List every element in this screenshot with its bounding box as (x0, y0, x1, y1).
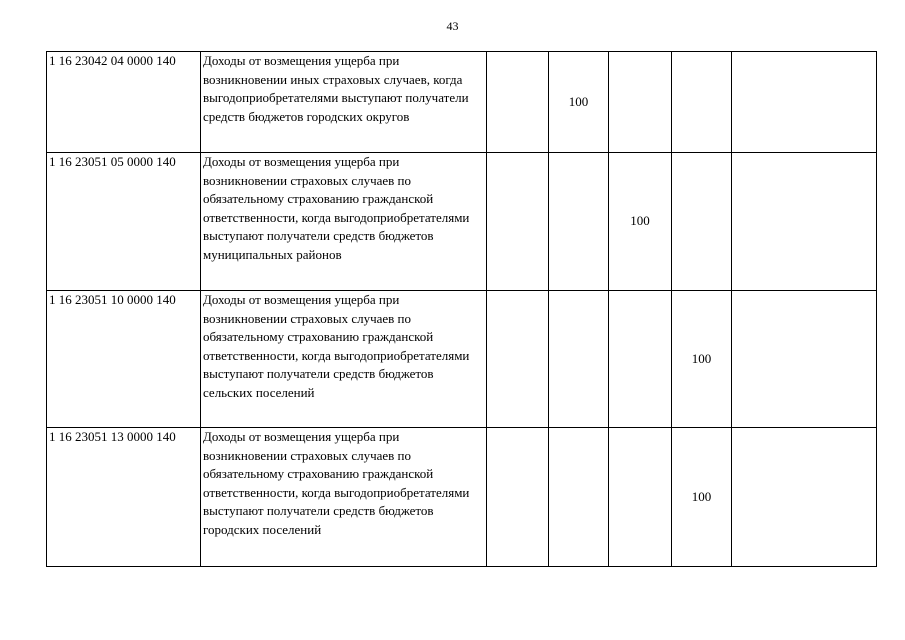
value-cell: 100 (549, 52, 609, 153)
value-cell (672, 52, 732, 153)
classification-code: 1 16 23051 05 0000 140 (47, 153, 201, 291)
value-cell (487, 291, 549, 428)
value-cell (732, 291, 877, 428)
revenue-description: Доходы от возмещения ущерба при возникновении страховых случаев по обязательному страхованию гражданской ответственности, когда выгодоприобретателями выступают получатели средств бюджетов сельских поселений (201, 291, 487, 428)
revenue-description: Доходы от возмещения ущерба при возникновении иных страховых случаев, когда выгодоприобретателями выступают получатели средств бюджетов городских округов (201, 52, 487, 153)
value-cell: 100 (672, 428, 732, 567)
value-cell (609, 428, 672, 567)
value-cell (732, 153, 877, 291)
value-cell (487, 428, 549, 567)
classification-code: 1 16 23051 13 0000 140 (47, 428, 201, 567)
classification-code: 1 16 23051 10 0000 140 (47, 291, 201, 428)
value-cell (609, 291, 672, 428)
page-number: 43 (446, 19, 459, 33)
value-cell (609, 52, 672, 153)
value-cell (672, 153, 732, 291)
revenue-description: Доходы от возмещения ущерба при возникновении страховых случаев по обязательному страхованию гражданской ответственности, когда выгодоприобретателями выступают получатели средств бюджетов муниципальных районов (201, 153, 487, 291)
revenue-description: Доходы от возмещения ущерба при возникновении страховых случаев по обязательному страхованию гражданской ответственности, когда выгодоприобретателями выступают получатели средств бюджетов городских поселений (201, 428, 487, 567)
value-cell (549, 291, 609, 428)
classification-code: 1 16 23042 04 0000 140 (47, 52, 201, 153)
value-cell (732, 428, 877, 567)
value-cell (487, 52, 549, 153)
table-row (47, 153, 877, 291)
table-row (47, 428, 877, 567)
value-cell (732, 52, 877, 153)
table-row (47, 52, 877, 153)
value-cell (549, 153, 609, 291)
value-cell: 100 (609, 153, 672, 291)
value-cell (487, 153, 549, 291)
budget-revenue-table (46, 51, 877, 567)
value-cell: 100 (672, 291, 732, 428)
value-cell (549, 428, 609, 567)
table-row (47, 291, 877, 428)
